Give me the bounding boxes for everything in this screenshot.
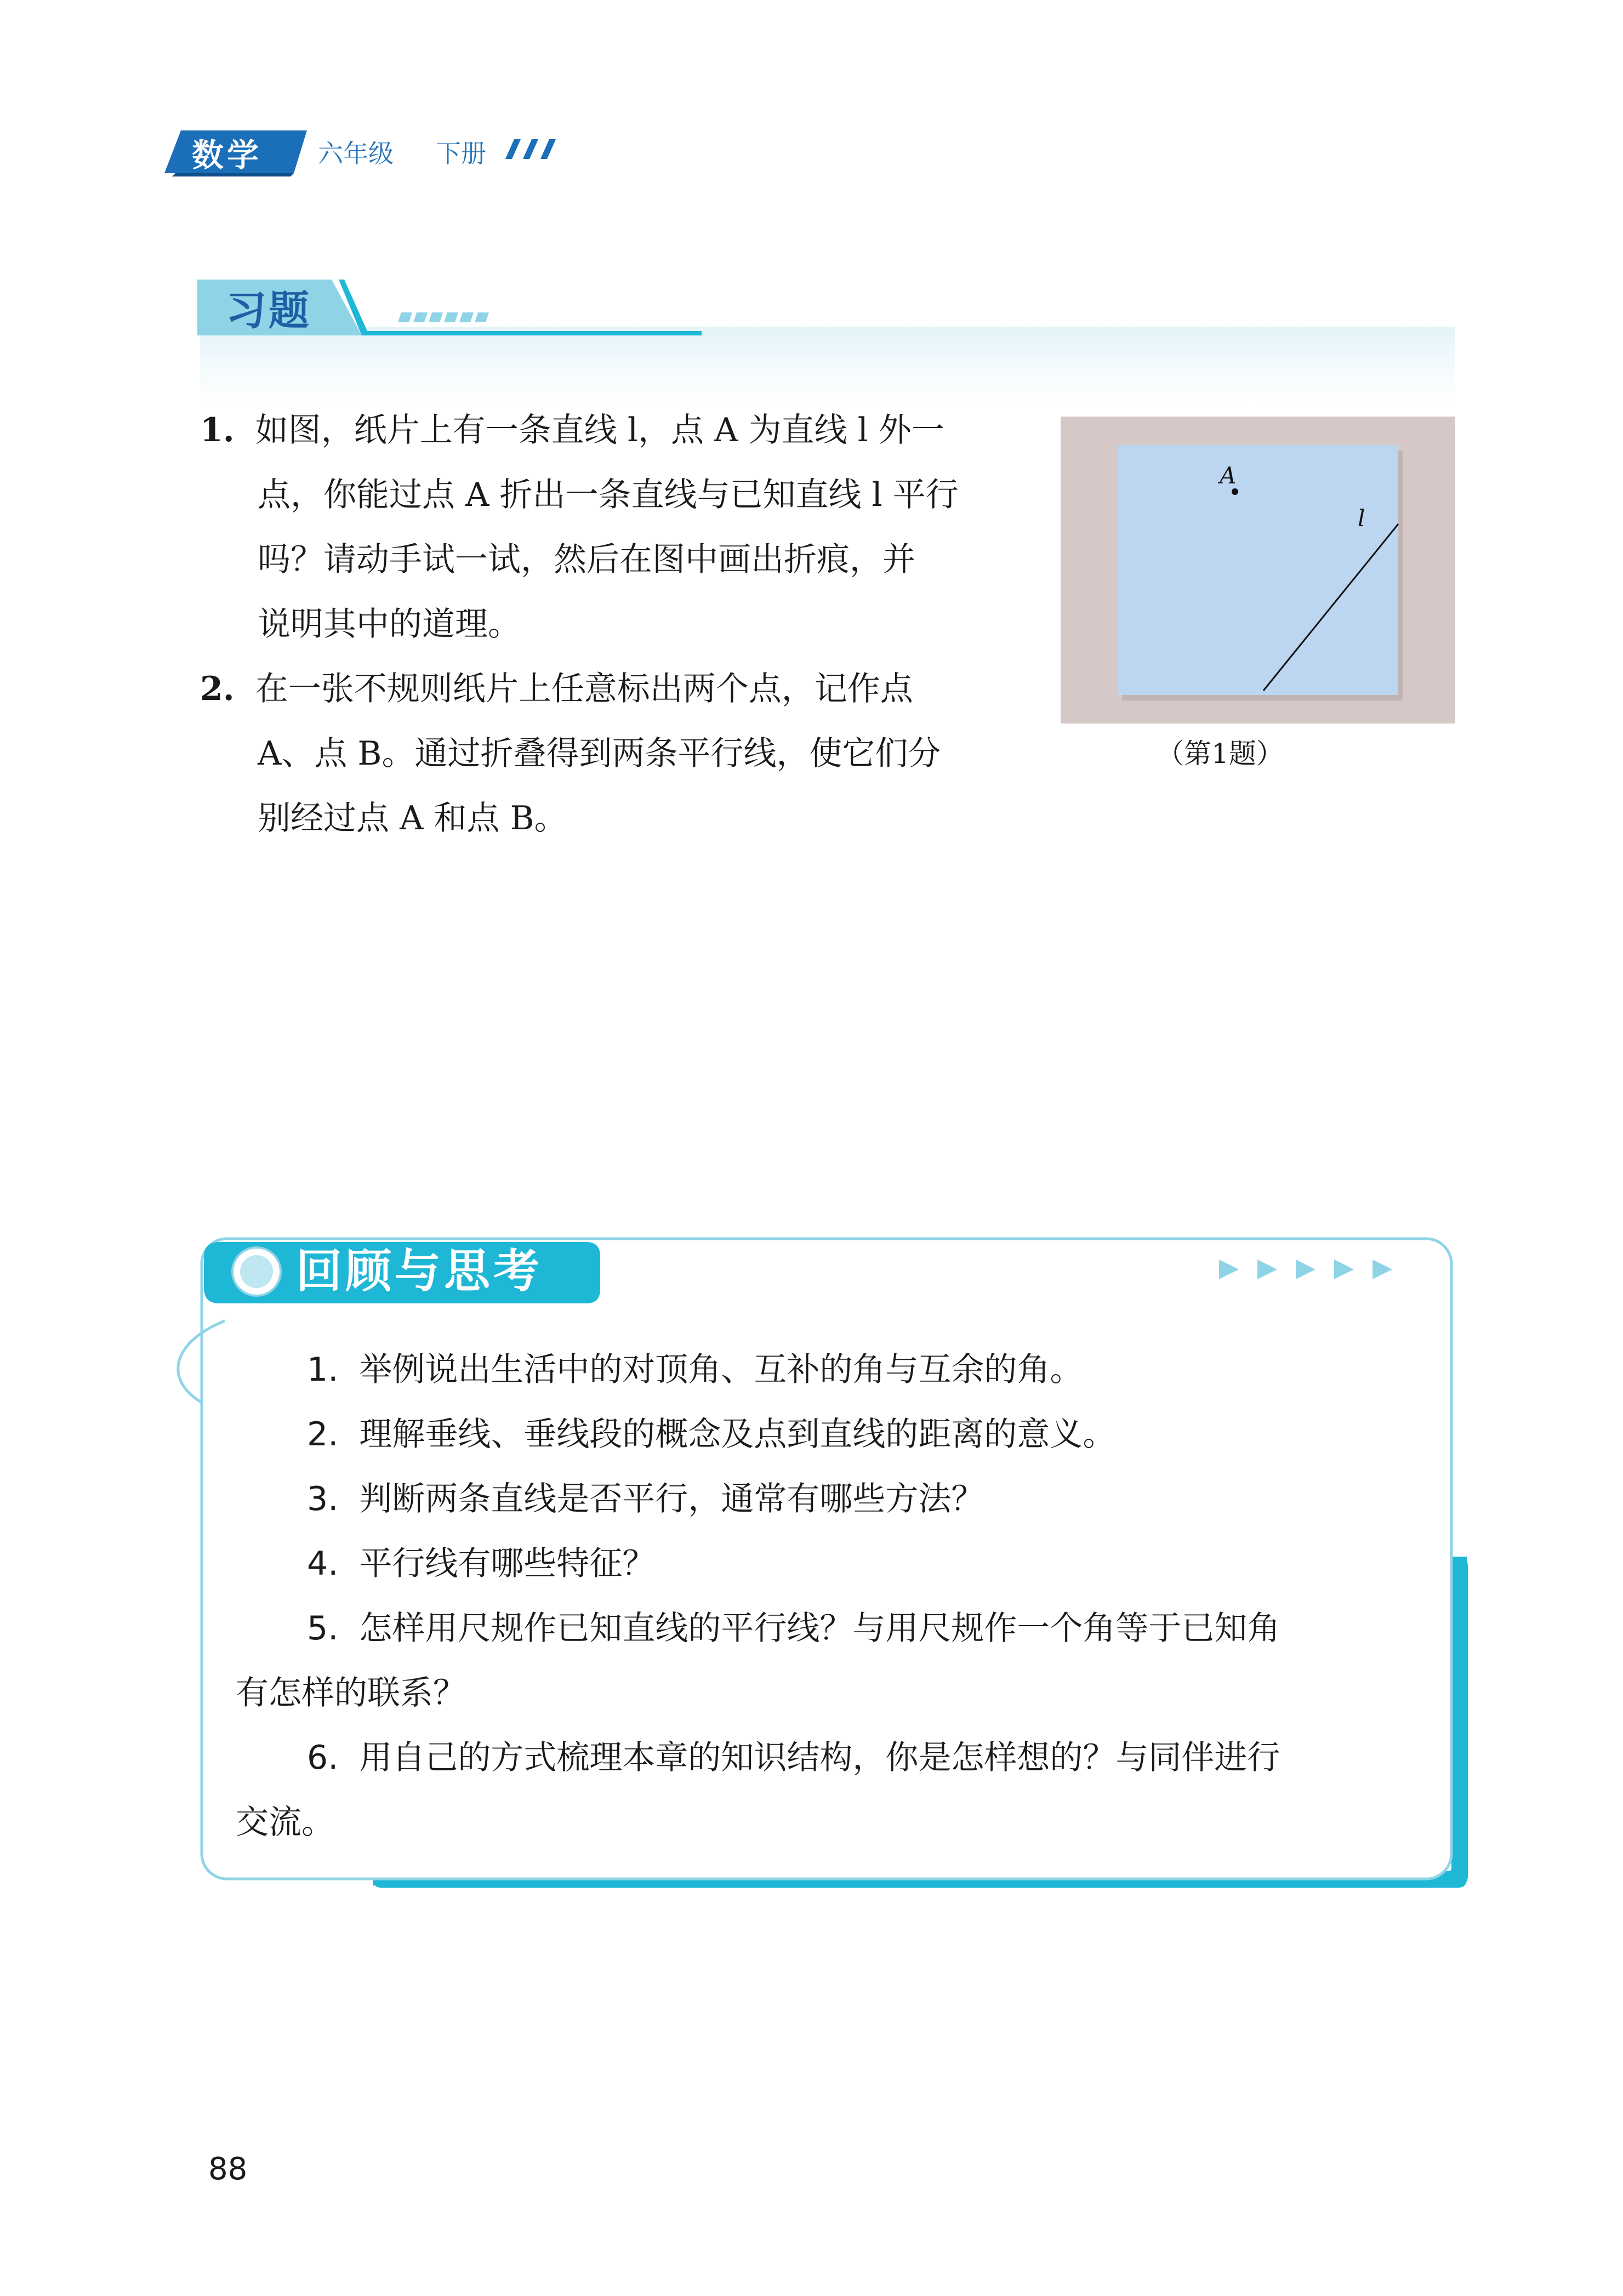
header-slashes-decoration bbox=[504, 138, 565, 160]
review-item-6-number: 6 bbox=[307, 1739, 328, 1777]
exercise-2-number: 2 bbox=[200, 670, 223, 708]
exercise-1-line-1: 如图，纸片上有一条直线 l，点 A 为直线 l 外一 bbox=[255, 411, 944, 449]
exercise-1-line-3: 吗？请动手试一试，然后在图中画出折痕，并 bbox=[258, 540, 915, 579]
review-item-5: 5. 怎样用尺规作已知直线的平行线？与用尺规作一个角等于已知角 bbox=[307, 1609, 1280, 1648]
exercise-1: 1. 如图，纸片上有一条直线 l，点 A 为直线 l 外一 点，你能过点 A 折出一条直线与已知直线 l 平行 吗？请动手试一试，然后在图中画出折痕，并 说明其中的道理。 bbox=[200, 398, 1033, 657]
exercise-2-line-2: A、点 B。通过折叠得到两条平行线，使它们分 bbox=[258, 734, 941, 773]
review-item-5-continued: 有怎样的联系？ bbox=[236, 1674, 466, 1712]
review-item-2: 2. 理解垂线、垂线段的概念及点到直线的距离的意义。 bbox=[307, 1415, 1116, 1454]
review-item-4-text: 平行线有哪些特征？ bbox=[359, 1545, 656, 1583]
exercise-2: 2. 在一张不规则纸片上任意标出两个点，记作点 A、点 B。通过折叠得到两条平行线，使它们分 别经过点 A 和点 B。 bbox=[200, 657, 1033, 851]
exercise-1-number: 1 bbox=[200, 411, 223, 449]
review-item-1-text: 举例说出生活中的对顶角、互补的角与互余的角。 bbox=[359, 1351, 1083, 1389]
review-item-3-text: 判断两条直线是否平行，通常有哪些方法？ bbox=[359, 1480, 984, 1518]
review-items bbox=[236, 1337, 1420, 1855]
review-section-title: 回顾与思考 bbox=[296, 1244, 543, 1298]
exercise-2-line-3: 别经过点 A 和点 B。 bbox=[258, 799, 567, 838]
review-item-4-number: 4 bbox=[307, 1545, 328, 1583]
line-l-label: l bbox=[1358, 505, 1365, 532]
exercise-1-figure bbox=[1061, 417, 1455, 723]
review-item-6: 6. 用自己的方式梳理本章的知识结构，你是怎样想的？与同伴进行 bbox=[307, 1739, 1280, 1777]
review-item-6-continued: 交流。 bbox=[236, 1803, 334, 1842]
review-item-6-text: 用自己的方式梳理本章的知识结构，你是怎样想的？与同伴进行 bbox=[359, 1739, 1280, 1777]
review-item-1: 1. 举例说出生活中的对顶角、互补的角与互余的角。 bbox=[307, 1351, 1083, 1389]
review-item-2-text: 理解垂线、垂线段的概念及点到直线的距离的意义。 bbox=[359, 1415, 1116, 1454]
exercise-1-line-2: 点，你能过点 A 折出一条直线与已知直线 l 平行 bbox=[258, 476, 959, 514]
review-item-1-number: 1 bbox=[307, 1351, 328, 1389]
review-item-5-text: 怎样用尺规作已知直线的平行线？与用尺规作一个角等于已知角 bbox=[359, 1609, 1280, 1648]
point-a-dot bbox=[1232, 488, 1238, 495]
review-item-4: 4. 平行线有哪些特征？ bbox=[307, 1545, 656, 1583]
grade-label: 六年级 bbox=[318, 139, 394, 168]
exercise-2-line-1: 在一张不规则纸片上任意标出两个点，记作点 bbox=[255, 670, 913, 708]
volume-label: 下册 bbox=[436, 139, 486, 168]
point-a-label: A bbox=[1220, 462, 1237, 489]
review-item-2-number: 2 bbox=[307, 1415, 328, 1454]
review-item-3: 3. 判断两条直线是否平行，通常有哪些方法？ bbox=[307, 1480, 984, 1518]
exercise-1-line-4: 说明其中的道理。 bbox=[258, 605, 521, 643]
review-item-3-number: 3 bbox=[307, 1480, 328, 1518]
exercise-section-title: 习题 bbox=[226, 287, 311, 334]
review-item-5-number: 5 bbox=[307, 1609, 328, 1648]
page-number: 88 bbox=[208, 2151, 248, 2187]
subject-title: 数学 bbox=[192, 136, 263, 174]
figure-caption: （第1题） bbox=[1157, 738, 1284, 770]
